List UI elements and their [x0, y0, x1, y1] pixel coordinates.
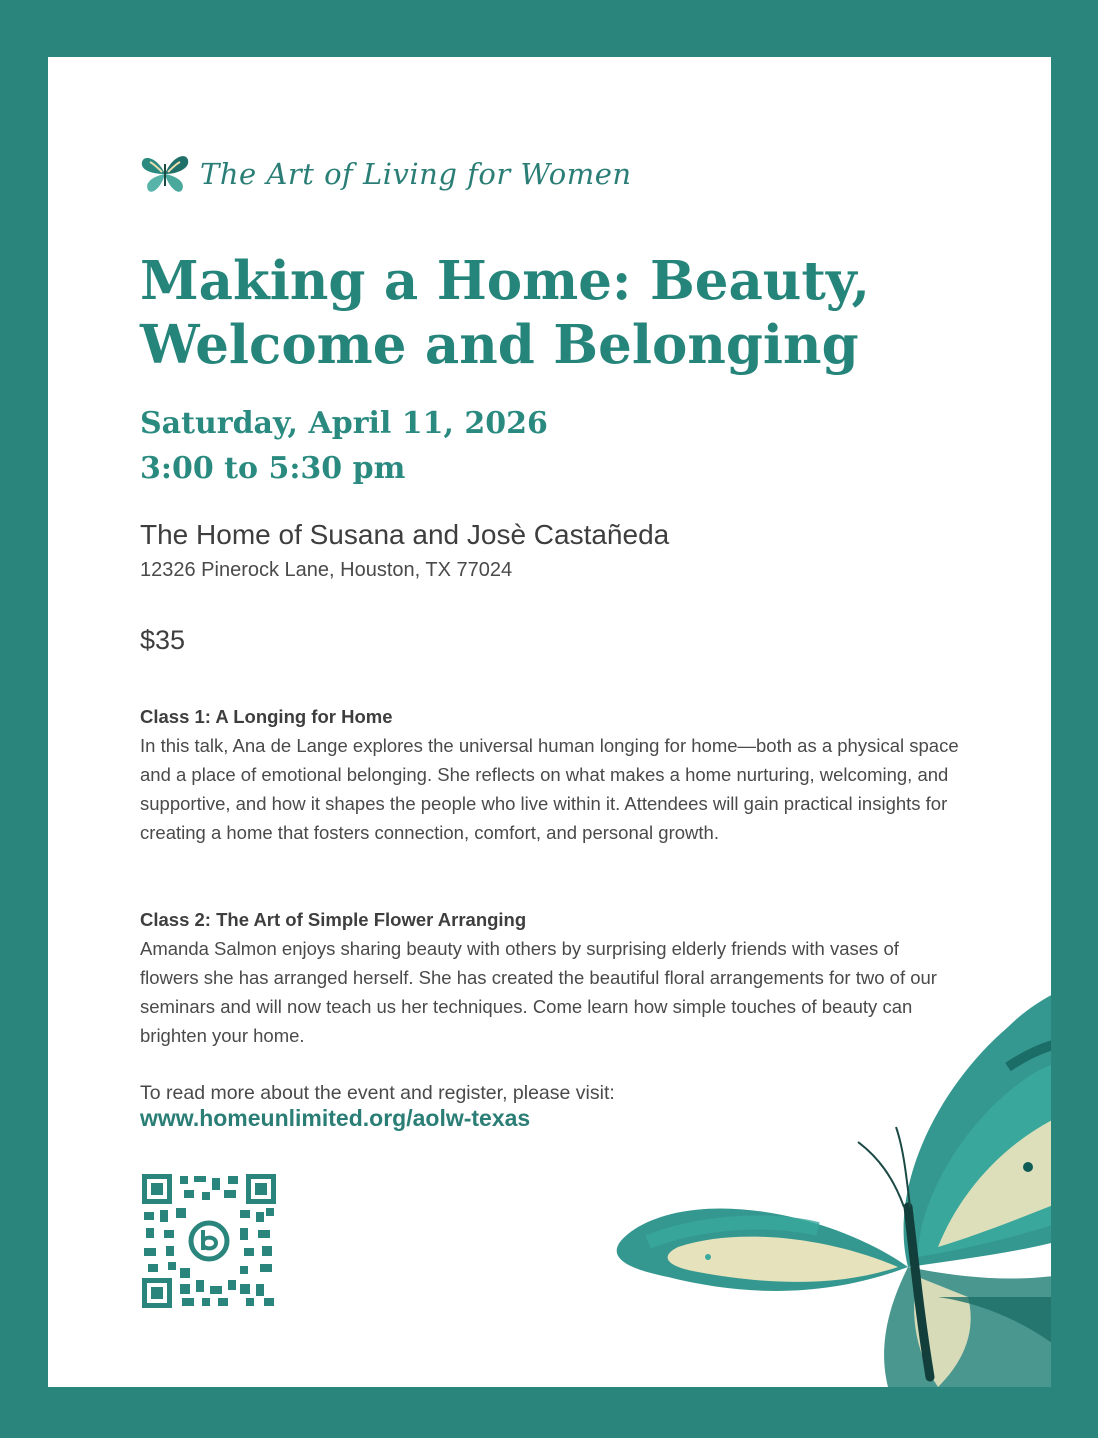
- brand-logo: [140, 149, 632, 199]
- class-2-heading: Class 2: The Art of Simple Flower Arranging: [140, 909, 527, 930]
- event-title: Making a Home: Beauty, Welcome and Belonging: [140, 250, 870, 376]
- registration-link[interactable]: www.homeunlimited.org/aolw-texas: [140, 1105, 531, 1131]
- watercolor-butterfly-icon: [558, 967, 1051, 1387]
- event-time: 3:00 to 5:30 pm: [140, 451, 406, 486]
- class-1-heading: Class 1: A Longing for Home: [140, 706, 393, 727]
- flyer-page: [48, 57, 1051, 1387]
- butterfly-icon: [140, 150, 190, 198]
- venue-address: 12326 Pinerock Lane, Houston, TX 77024: [140, 559, 513, 581]
- event-datetime: [140, 401, 548, 491]
- event-price: $35: [140, 625, 186, 655]
- class-1-description: In this talk, Ana de Lange explores the universal human longing for home—both as a physical space and a place of emotional belonging. She reflects on what makes a home nurturing, welcoming, and supportive, and how it shapes the people who live within it. Attendees will gain practical insights for creating a home that fosters connection, comfort, and personal growth.: [140, 735, 959, 843]
- brand-name: The Art of Living for Women: [200, 157, 632, 191]
- class-2-description: Amanda Salmon enjoys sharing beauty with others by surprising elderly friends with vases of flowers she has arranged herself. She has created the beautiful floral arrangements for two of our seminars and will now teach us her techniques. Come learn how simple touches of beauty can brighten your home.: [140, 938, 937, 1046]
- venue-name: The Home of Susana and Josè Castañeda: [140, 519, 670, 550]
- class-1: [140, 702, 960, 847]
- qr-code[interactable]: [140, 1172, 278, 1310]
- registration-prompt: To read more about the event and register, please visit:: [140, 1082, 615, 1104]
- event-date: Saturday, April 11, 2026: [140, 406, 548, 441]
